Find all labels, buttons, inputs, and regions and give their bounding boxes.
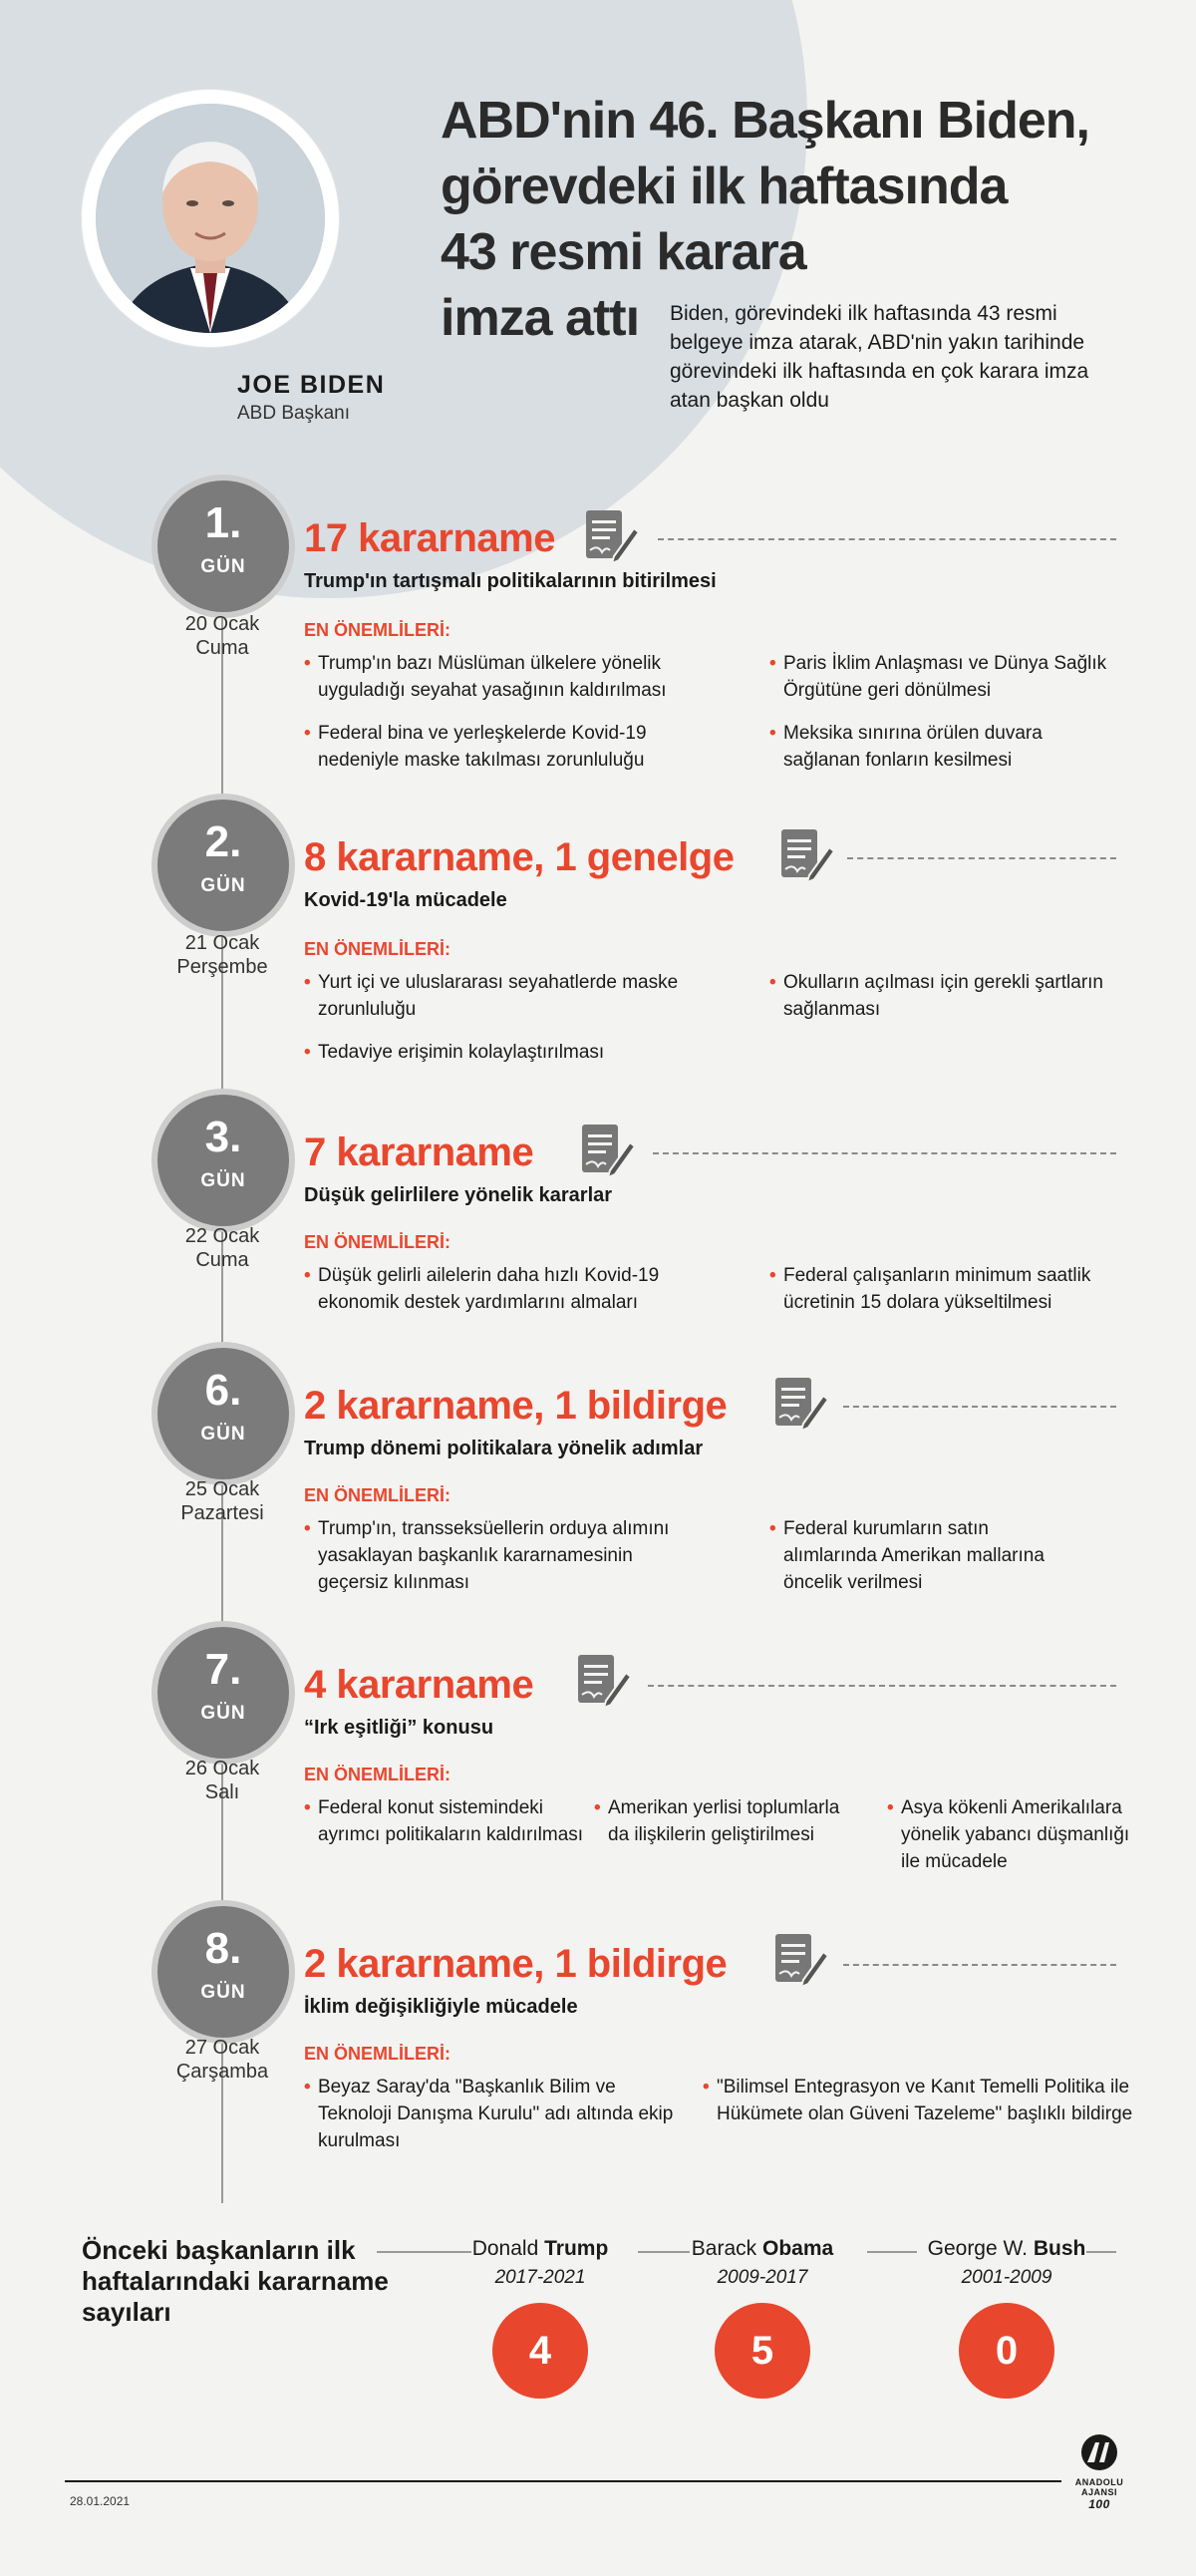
day-subheading: “Irk eşitliği” konusu: [304, 1717, 494, 1739]
highlight-item: • Federal kurumların satın alımlarında Amerikan mallarına öncelik verilmesi: [769, 1515, 1082, 1596]
date-day: 27 Ocak: [184, 2037, 260, 2059]
decree-count-headline: 8 kararname, 1 genelge: [304, 835, 735, 879]
date-weekday: Cuma: [195, 637, 249, 659]
highlight-item: • Meksika sınırına örülen duvara sağlanan fonların kesilmesi: [769, 720, 1112, 774]
day-badge: [157, 481, 289, 612]
highlights-label: EN ÖNEMLİLERİ:: [304, 1232, 450, 1252]
dotted-separator: [843, 1964, 1116, 1966]
highlight-item: • Amerikan yerlisi toplumlarla da ilişkilerin geliştirilmesi: [594, 1794, 857, 1848]
decree-count-circle: 0: [959, 2303, 1054, 2399]
day-number: 7.: [204, 1645, 242, 1694]
day-badge: [157, 800, 289, 931]
highlight-item: • "Bilimsel Entegrasyon ve Kanıt Temelli Politika ile Hükümete olan Güveni Tazeleme" başlıklı bildirge: [703, 2074, 1135, 2127]
day-subheading: İklim değişikliğiyle mücadele: [304, 1996, 578, 2018]
decree-count-headline: 7 kararname: [304, 1130, 534, 1174]
date-day: 20 Ocak: [184, 613, 260, 635]
president-first-name: Donald: [471, 2237, 539, 2260]
president-last-name: Trump: [544, 2237, 609, 2260]
decree-count-circle: 4: [492, 2303, 588, 2399]
document-pen-icon: [769, 1930, 831, 1992]
highlights-label: EN ÖNEMLİLERİ:: [304, 939, 450, 959]
highlights-label: EN ÖNEMLİLERİ:: [304, 620, 450, 640]
president-last-name: Obama: [762, 2237, 834, 2260]
day-subheading: Kovid-19'la mücadele: [304, 889, 507, 911]
decree-count-headline: 2 kararname, 1 bildirge: [304, 1384, 728, 1428]
title-line: ABD'nin 46. Başkanı Biden,: [441, 92, 1089, 150]
president-label: [431, 2237, 650, 2289]
highlights-label: EN ÖNEMLİLERİ:: [304, 1485, 450, 1505]
date-weekday: Perşembe: [176, 956, 268, 978]
highlight-item: • Tedaviye erişimin kolaylaştırılması: [304, 1039, 717, 1066]
president-first-name: George W.: [927, 2237, 1029, 2260]
document-pen-icon: [572, 1651, 634, 1713]
day-date: [140, 1757, 305, 1804]
highlight-item: • Beyaz Saray'da "Başkanlık Bilim ve Teknoloji Danışma Kurulu" adı altında ekip kurulması: [304, 2074, 677, 2154]
day-number: 3.: [204, 1113, 242, 1161]
decree-count-headline: 4 kararname: [304, 1663, 534, 1707]
day-badge: [157, 1095, 289, 1226]
highlight-item: • Federal konut sistemindeki ayrımcı politikaların kaldırılması: [304, 1794, 587, 1848]
document-pen-icon: [775, 825, 837, 887]
title-line: 43 resmi karara: [441, 223, 806, 281]
highlight-item: • Paris İklim Anlaşması ve Dünya Sağlık Örgütüne geri dönülmesi: [769, 650, 1112, 704]
agency-logo: [1064, 2432, 1134, 2532]
day-date: [140, 612, 305, 660]
date-day: 26 Ocak: [184, 1758, 260, 1779]
document-pen-icon: [576, 1121, 638, 1182]
day-number: 2.: [204, 817, 242, 866]
dotted-separator: [653, 1152, 1116, 1154]
person-role: ABD Başkanı: [237, 403, 350, 424]
highlights-label: EN ÖNEMLİLERİ:: [304, 1765, 450, 1784]
highlight-item: • Federal bina ve yerleşkelerde Kovid-19 nedeniyle maske takılması zorunluluğu: [304, 720, 697, 774]
day-word: GÜN: [200, 556, 246, 577]
title-line: imza attı: [441, 289, 640, 347]
previous-presidents-title: Önceki başkanların ilk haftalarındaki kararname sayıları: [82, 2235, 389, 2327]
date-weekday: Cuma: [195, 1249, 249, 1271]
highlights-label: EN ÖNEMLİLERİ:: [304, 2044, 450, 2064]
decree-count-headline: 2 kararname, 1 bildirge: [304, 1942, 728, 1986]
dotted-separator: [843, 1406, 1116, 1408]
date-weekday: Salı: [204, 1781, 240, 1803]
document-pen-icon: [769, 1374, 831, 1436]
highlight-item: • Düşük gelirli ailelerin daha hızlı Kovid-19 ekonomik destek yardımlarını almaları: [304, 1262, 737, 1316]
day-subheading: Trump'ın tartışmalı politikalarının bitirilmesi: [304, 570, 717, 592]
day-badge: [157, 1627, 289, 1759]
logo-badge: 100: [1088, 2497, 1110, 2511]
day-word: GÜN: [200, 875, 246, 896]
footer-line: [65, 2480, 1061, 2482]
day-date: [140, 1477, 305, 1525]
person-name: JOE BIDEN: [237, 371, 386, 399]
footer-date: 28.01.2021: [70, 2494, 131, 2508]
decree-count-circle: 5: [715, 2303, 810, 2399]
day-number: 8.: [204, 1924, 242, 1973]
day-word: GÜN: [200, 1982, 246, 2003]
day-word: GÜN: [200, 1703, 246, 1724]
day-subheading: Düşük gelirlilere yönelik kararlar: [304, 1184, 613, 1206]
portrait-frame: [82, 90, 339, 347]
day-badge: [157, 1348, 289, 1479]
day-subheading: Trump dönemi politikalara yönelik adımlar: [304, 1438, 704, 1459]
day-word: GÜN: [200, 1424, 246, 1445]
date-weekday: Çarşamba: [175, 2061, 269, 2083]
day-number: 1.: [204, 498, 242, 547]
date-day: 22 Ocak: [184, 1225, 260, 1247]
day-number: 6.: [204, 1366, 242, 1415]
day-badge: [157, 1906, 289, 2038]
logo-text: ANADOLU AJANSI: [1074, 2477, 1124, 2497]
president-label: [897, 2237, 1116, 2289]
president-years: 2001-2009: [961, 2267, 1052, 2288]
document-pen-icon: [580, 506, 642, 568]
date-day: 21 Ocak: [184, 932, 260, 954]
president-label: [653, 2237, 872, 2289]
highlight-item: • Trump'ın bazı Müslüman ülkelere yönelik uyguladığı seyahat yasağının kaldırılması: [304, 650, 697, 704]
highlight-item: • Asya kökenli Amerikalılara yönelik yabancı düşmanlığı ile mücadele: [887, 1794, 1150, 1875]
day-date: [140, 931, 305, 979]
date-day: 25 Ocak: [184, 1478, 260, 1500]
date-weekday: Pazartesi: [180, 1502, 264, 1524]
highlight-item: • Okulların açılması için gerekli şartların sağlanması: [769, 969, 1112, 1023]
highlight-item: • Federal çalışanların minimum saatlik ücretinin 15 dolara yükseltilmesi: [769, 1262, 1132, 1316]
day-date: [140, 1224, 305, 1272]
anadolu-logo-icon: [1074, 2432, 1124, 2472]
decree-count-headline: 17 kararname: [304, 516, 555, 560]
day-word: GÜN: [200, 1170, 246, 1191]
highlight-item: • Yurt içi ve uluslararası seyahatlerde maske zorunluluğu: [304, 969, 717, 1023]
president-years: 2017-2021: [494, 2267, 586, 2288]
portrait-illustration: [96, 104, 325, 333]
highlight-item: • Trump'ın, transseksüellerin orduya alımını yasaklayan başkanlık kararnamesinin geçersiz kılınması: [304, 1515, 707, 1596]
president-first-name: Barack: [691, 2237, 757, 2260]
title-line: görevdeki ilk haftasında: [441, 158, 1008, 215]
dotted-separator: [847, 857, 1116, 859]
day-date: [140, 2036, 305, 2084]
dotted-separator: [658, 538, 1116, 540]
lede-text: Biden, görevindeki ilk haftasında 43 resmi belgeye imza atarak, ABD'nin yakın tarihinde görevindeki ilk haftasında en çok karara imza atan başkan oldu: [670, 302, 1089, 412]
president-years: 2009-2017: [717, 2267, 808, 2288]
president-last-name: Bush: [1033, 2237, 1086, 2260]
portrait-photo: [96, 104, 325, 333]
dotted-separator: [648, 1685, 1116, 1687]
